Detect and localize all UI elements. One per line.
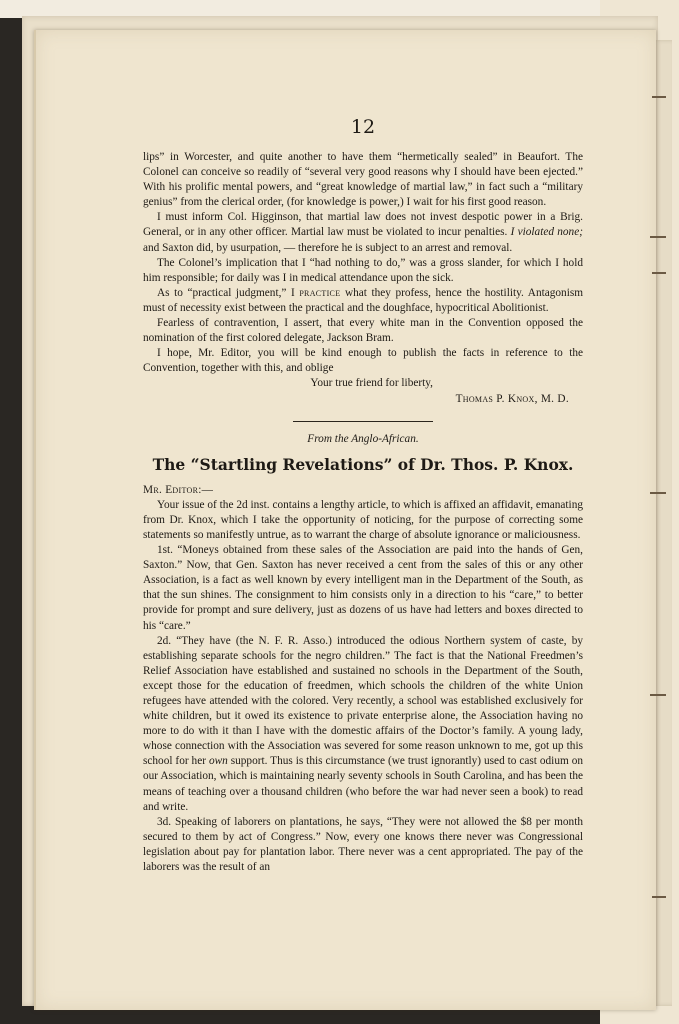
paragraph: 1st. “Moneys obtained from these sales of the Association are paid into the hands of Gen, Saxton.” Now, that Gen. Saxton has never received a cent from the sales of this or any other Association, is a fact as well known by every intelligent man in the Department of the South, as that the sun shines. The consignment to him consists only in a direction to his “care,” to better provide for prompt and sure delivery, just as dozens of us have had letters and boxes directed to his “care.” (143, 544, 583, 632)
closing-line: Your true friend for liberty, (310, 377, 433, 390)
binding-mark (650, 492, 666, 494)
salutation: Mr. Editor:— (143, 483, 214, 496)
paragraph: I must inform Col. Higginson, that martial law does not invest despotic power in a Brig. General, or in any other officer. Martial law must be violated to incur penalties. I violated none; and Saxton did, by usurpation, — therefore he is subject to an arrest and removal. (143, 211, 583, 254)
paragraph: The Colonel’s implication that I “had nothing to do,” was a gross slander, for which I hold him responsible; for daily was I in medical attendance upon the sick. (143, 256, 583, 284)
paragraph: 2d. “They have (the N. F. R. Asso.) introduced the odious Northern system of caste, by establishing separate schools for the negro children.” The fact is that the National Freedmen’s Relief Association have established and sustained no schools in the Department of the South, except those for the education of freedmen, which schools the children of the white Union refugees have attended with the colored. Very recently, a school was established exclusively for white children, but it owed its existence to private enterprise alone, the Association having no more to do with it than I have with the domestic affairs of the Doctor’s family. A young lady, whose connection with the Association was severed for some reason unknown to me, got up this school for her own support. Thus is this circumstance (we trust ignorantly) used to cast odium on our Association, which is maintaining nearly seventy schools in South Carolina, and has been the means of teaching over a thousand children (who before the war had never seen a book) to read and write. (143, 634, 583, 813)
binding-mark (652, 272, 666, 274)
page-text (143, 116, 583, 875)
paragraph: Fearless of contravention, I assert, that every white man in the Convention opposed the nomination of the first colored delegate, Jackson Bram. (143, 317, 583, 345)
binding-mark (650, 694, 666, 696)
source-line: From the Anglo-African. (307, 432, 419, 445)
adjacent-page-edge (654, 40, 672, 1006)
paragraph: 3d. Speaking of laborers on plantations, he says, “They were not allowed the $8 per month secured to them by act of Congress.” Now, every one knows there never was Congressional legislation about pay for plantation labor. There never was a cent appropriated. The pay of the laborers was the result of an (143, 815, 583, 874)
paragraph: lips” in Worcester, and quite another to have them “hermetically sealed” in Beaufort. The Colonel can conceive so readily of “several very good reasons why I should have been ejected.” With his prolific mental powers, and “great knowledge of martial law,” in fact such a “military genius” from the clerical order, (for knowledge is power,) I wait for his first good reason. (143, 151, 583, 209)
section-divider (293, 421, 433, 422)
page-number: 12 (350, 116, 376, 138)
paragraph: I hope, Mr. Editor, you will be kind enough to publish the facts in reference to the Convention, together with this, and oblige (143, 347, 583, 375)
binding-mark (652, 96, 666, 98)
paragraph: Your issue of the 2d inst. contains a lengthy article, to which is affixed an affidavit, emanating from Dr. Knox, which I take the opportunity of noticing, for the purpose of correcting some statements so manifestly untrue, as to warrant the charge of absolute ignorance or maliciousness. (143, 498, 583, 541)
binding-mark (650, 236, 666, 238)
signature: Thomas P. Knox, M. D. (455, 392, 569, 405)
binding-mark (652, 896, 666, 898)
paragraph: As to “practical judgment,” I practice what they profess, hence the hostility. Antagonism must of necessity exist between the practical and the doughface, hypocritical Abolitionist. (143, 286, 584, 314)
article-headline: The “Startling Revelations” of Dr. Thos. P. Knox. (152, 454, 574, 474)
